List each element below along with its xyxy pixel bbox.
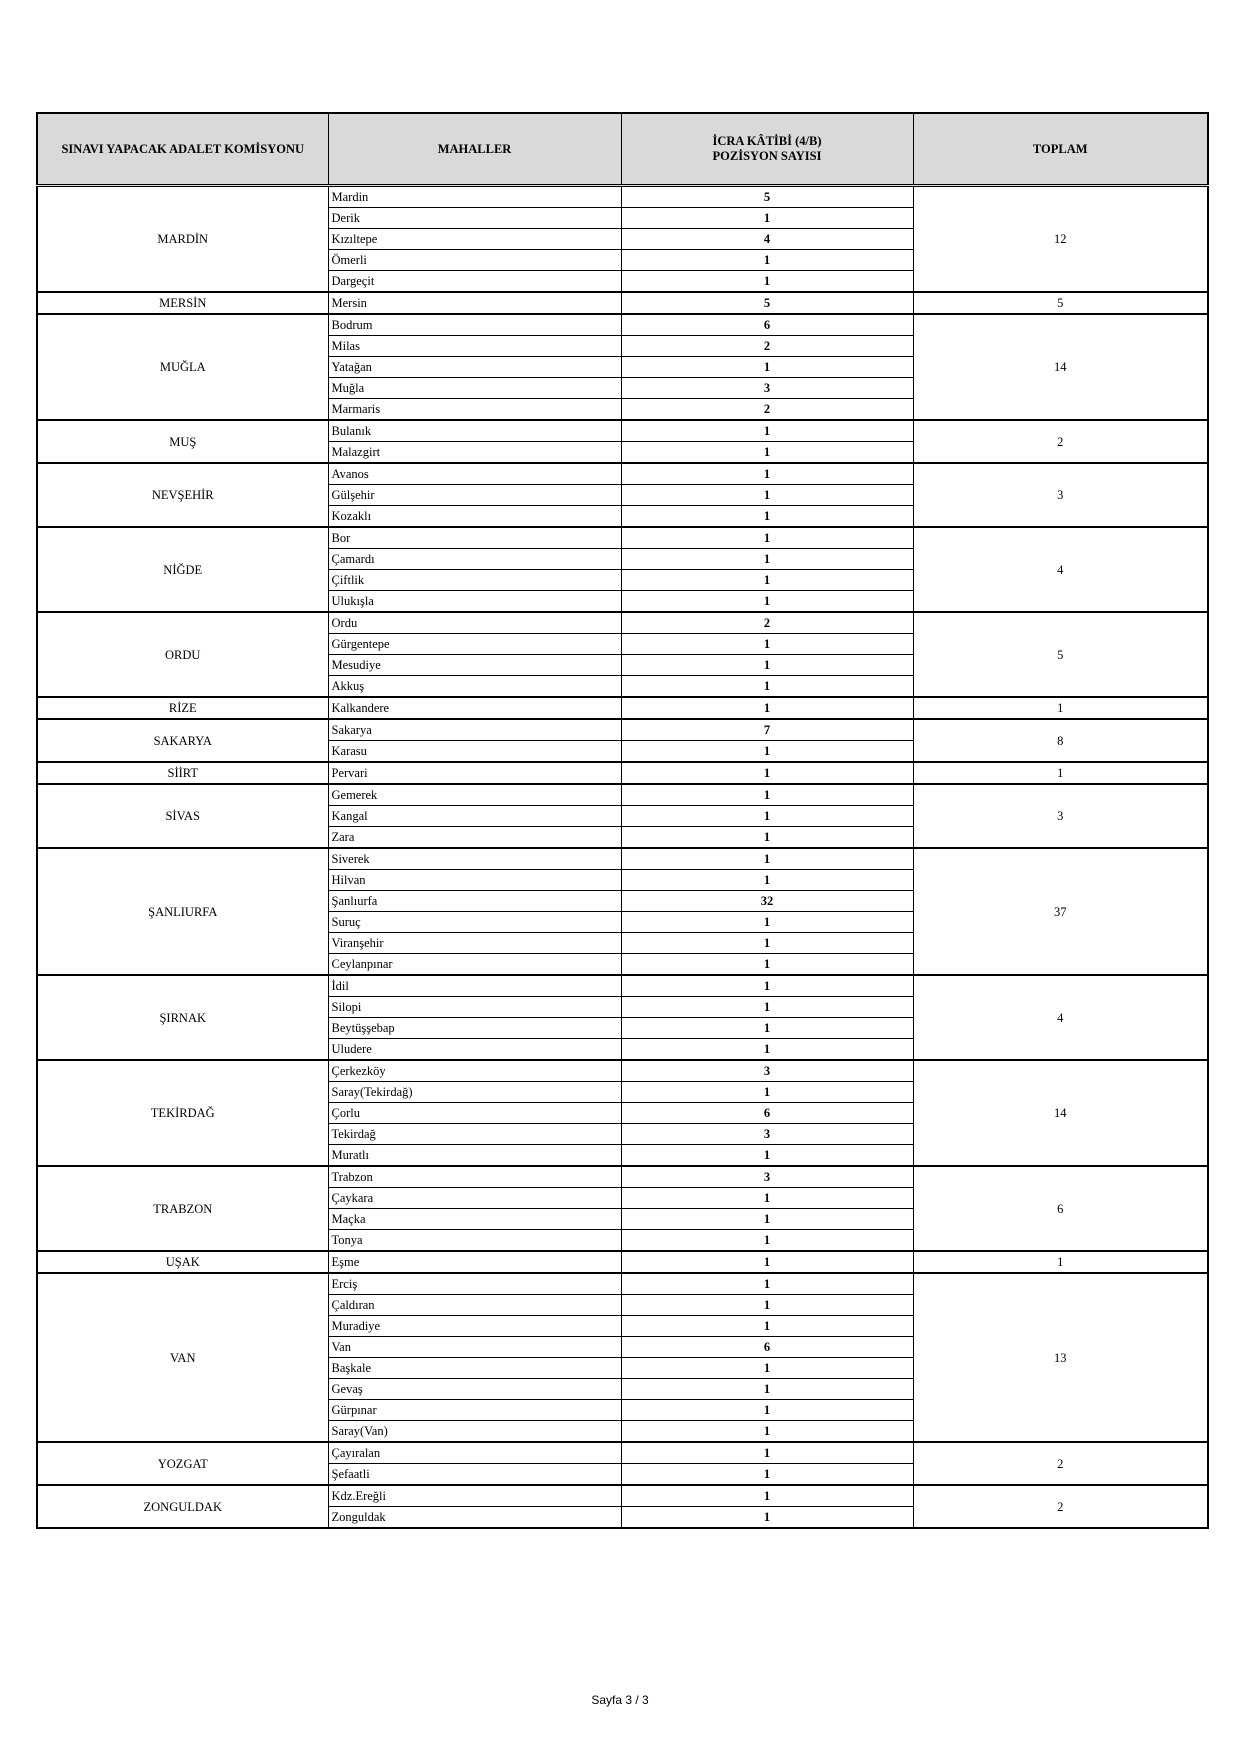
position-count-cell: 1 <box>621 1442 913 1464</box>
commission-cell: ORDU <box>37 612 328 697</box>
position-count-cell: 1 <box>621 420 913 442</box>
position-count-cell: 1 <box>621 271 913 293</box>
place-cell: Marmaris <box>328 399 621 421</box>
position-count-cell: 1 <box>621 806 913 827</box>
place-cell: Akkuş <box>328 676 621 698</box>
place-cell: Saray(Tekirdağ) <box>328 1082 621 1103</box>
commission-cell: TRABZON <box>37 1166 328 1251</box>
table-row <box>37 292 1208 314</box>
position-count-cell: 1 <box>621 676 913 698</box>
header-total: TOPLAM <box>913 113 1208 186</box>
position-count-cell: 1 <box>621 975 913 997</box>
place-cell: Bulanık <box>328 420 621 442</box>
place-cell: Başkale <box>328 1358 621 1379</box>
place-cell: Maçka <box>328 1209 621 1230</box>
place-cell: Muradiye <box>328 1316 621 1337</box>
table-row <box>37 420 1208 442</box>
commission-cell: MUŞ <box>37 420 328 463</box>
position-count-cell: 1 <box>621 870 913 891</box>
commission-cell: MERSİN <box>37 292 328 314</box>
position-count-cell: 1 <box>621 655 913 676</box>
place-cell: İdil <box>328 975 621 997</box>
place-cell: Gevaş <box>328 1379 621 1400</box>
commission-cell: TEKİRDAĞ <box>37 1060 328 1166</box>
commission-cell: YOZGAT <box>37 1442 328 1485</box>
position-count-cell: 1 <box>621 933 913 954</box>
place-cell: Sakarya <box>328 719 621 741</box>
place-cell: Çiftlik <box>328 570 621 591</box>
place-cell: Suruç <box>328 912 621 933</box>
total-cell: 2 <box>913 420 1208 463</box>
table-row <box>37 463 1208 485</box>
position-count-cell: 1 <box>621 570 913 591</box>
place-cell: Muğla <box>328 378 621 399</box>
place-cell: Ordu <box>328 612 621 634</box>
position-count-cell: 1 <box>621 1188 913 1209</box>
position-count-cell: 1 <box>621 1082 913 1103</box>
table-row <box>37 1060 1208 1082</box>
position-count-cell: 1 <box>621 1464 913 1486</box>
position-count-cell: 2 <box>621 336 913 357</box>
position-count-cell: 7 <box>621 719 913 741</box>
place-cell: Kozaklı <box>328 506 621 528</box>
commission-cell: MUĞLA <box>37 314 328 420</box>
place-cell: Şefaatli <box>328 1464 621 1486</box>
total-cell: 12 <box>913 186 1208 293</box>
position-count-cell: 1 <box>621 954 913 976</box>
position-count-cell: 1 <box>621 1273 913 1295</box>
place-cell: Van <box>328 1337 621 1358</box>
commission-cell: UŞAK <box>37 1251 328 1273</box>
position-count-cell: 1 <box>621 634 913 655</box>
table-row <box>37 975 1208 997</box>
place-cell: Pervari <box>328 762 621 784</box>
table-row <box>37 784 1208 806</box>
place-cell: Kızıltepe <box>328 229 621 250</box>
position-count-cell: 1 <box>621 741 913 763</box>
position-count-cell: 3 <box>621 1124 913 1145</box>
place-cell: Beytüşşebap <box>328 1018 621 1039</box>
position-count-cell: 4 <box>621 229 913 250</box>
table-row <box>37 697 1208 719</box>
total-cell: 37 <box>913 848 1208 975</box>
table-row <box>37 719 1208 741</box>
total-cell: 14 <box>913 314 1208 420</box>
place-cell: Mesudiye <box>328 655 621 676</box>
total-cell: 2 <box>913 1485 1208 1528</box>
total-cell: 2 <box>913 1442 1208 1485</box>
place-cell: Hilvan <box>328 870 621 891</box>
place-cell: Avanos <box>328 463 621 485</box>
commission-cell: ZONGULDAK <box>37 1485 328 1528</box>
position-count-cell: 1 <box>621 997 913 1018</box>
total-cell: 3 <box>913 463 1208 527</box>
position-count-cell: 2 <box>621 612 913 634</box>
position-count-cell: 1 <box>621 1230 913 1252</box>
place-cell: Trabzon <box>328 1166 621 1188</box>
place-cell: Uludere <box>328 1039 621 1061</box>
place-cell: Saray(Van) <box>328 1421 621 1443</box>
position-count-cell: 1 <box>621 549 913 570</box>
place-cell: Dargeçit <box>328 271 621 293</box>
position-count-cell: 1 <box>621 1209 913 1230</box>
position-count-cell: 1 <box>621 1421 913 1443</box>
table-row <box>37 1485 1208 1507</box>
place-cell: Zara <box>328 827 621 849</box>
place-cell: Mardin <box>328 186 621 208</box>
place-cell: Tekirdağ <box>328 1124 621 1145</box>
position-count-cell: 1 <box>621 208 913 229</box>
position-count-cell: 6 <box>621 1337 913 1358</box>
positions-table <box>36 112 1209 1529</box>
position-count-cell: 1 <box>621 784 913 806</box>
position-count-cell: 3 <box>621 1060 913 1082</box>
place-cell: Yatağan <box>328 357 621 378</box>
position-count-cell: 32 <box>621 891 913 912</box>
place-cell: Ulukışla <box>328 591 621 613</box>
commission-cell: NEVŞEHİR <box>37 463 328 527</box>
commission-cell: NİĞDE <box>37 527 328 612</box>
position-count-cell: 1 <box>621 697 913 719</box>
place-cell: Zonguldak <box>328 1507 621 1529</box>
header-commission: SINAVI YAPACAK ADALET KOMİSYONU <box>37 113 328 186</box>
place-cell: Çaykara <box>328 1188 621 1209</box>
place-cell: Eşme <box>328 1251 621 1273</box>
position-count-cell: 1 <box>621 357 913 378</box>
position-count-cell: 1 <box>621 1251 913 1273</box>
position-count-cell: 3 <box>621 1166 913 1188</box>
total-cell: 1 <box>913 1251 1208 1273</box>
place-cell: Bor <box>328 527 621 549</box>
table-row <box>37 1442 1208 1464</box>
position-count-cell: 1 <box>621 1039 913 1061</box>
header-positions <box>621 113 913 186</box>
total-cell: 13 <box>913 1273 1208 1442</box>
position-count-cell: 1 <box>621 506 913 528</box>
position-count-cell: 2 <box>621 399 913 421</box>
place-cell: Gemerek <box>328 784 621 806</box>
position-count-cell: 1 <box>621 1295 913 1316</box>
commission-cell: ŞIRNAK <box>37 975 328 1060</box>
position-count-cell: 3 <box>621 378 913 399</box>
table-row <box>37 527 1208 549</box>
place-cell: Muratlı <box>328 1145 621 1167</box>
table-row <box>37 1166 1208 1188</box>
table-row <box>37 186 1208 208</box>
position-count-cell: 1 <box>621 1507 913 1529</box>
table-row <box>37 762 1208 784</box>
position-count-cell: 1 <box>621 848 913 870</box>
place-cell: Ömerli <box>328 250 621 271</box>
place-cell: Viranşehir <box>328 933 621 954</box>
table-row <box>37 1273 1208 1295</box>
position-count-cell: 1 <box>621 827 913 849</box>
position-count-cell: 1 <box>621 912 913 933</box>
total-cell: 8 <box>913 719 1208 762</box>
place-cell: Gürpınar <box>328 1400 621 1421</box>
total-cell: 5 <box>913 292 1208 314</box>
commission-cell: ŞANLIURFA <box>37 848 328 975</box>
total-cell: 1 <box>913 762 1208 784</box>
position-count-cell: 1 <box>621 1485 913 1507</box>
place-cell: Gürgentepe <box>328 634 621 655</box>
position-count-cell: 1 <box>621 463 913 485</box>
commission-cell: VAN <box>37 1273 328 1442</box>
place-cell: Silopi <box>328 997 621 1018</box>
place-cell: Kdz.Ereğli <box>328 1485 621 1507</box>
place-cell: Karasu <box>328 741 621 763</box>
total-cell: 3 <box>913 784 1208 848</box>
total-cell: 4 <box>913 975 1208 1060</box>
commission-cell: RİZE <box>37 697 328 719</box>
header-positions-line1: İCRA KÂTİBİ (4/B) <box>712 134 822 148</box>
position-count-cell: 6 <box>621 314 913 336</box>
place-cell: Çaldıran <box>328 1295 621 1316</box>
table-row <box>37 848 1208 870</box>
position-count-cell: 1 <box>621 485 913 506</box>
total-cell: 5 <box>913 612 1208 697</box>
place-cell: Kangal <box>328 806 621 827</box>
page-number: Sayfa 3 / 3 <box>591 1693 649 1707</box>
place-cell: Çerkezköy <box>328 1060 621 1082</box>
position-count-cell: 1 <box>621 527 913 549</box>
place-cell: Şanlıurfa <box>328 891 621 912</box>
place-cell: Malazgirt <box>328 442 621 464</box>
place-cell: Çayıralan <box>328 1442 621 1464</box>
commission-cell: SİVAS <box>37 784 328 848</box>
place-cell: Erciş <box>328 1273 621 1295</box>
place-cell: Kalkandere <box>328 697 621 719</box>
position-count-cell: 1 <box>621 1145 913 1167</box>
place-cell: Gülşehir <box>328 485 621 506</box>
commission-cell: MARDİN <box>37 186 328 293</box>
position-count-cell: 1 <box>621 1018 913 1039</box>
commission-cell: SAKARYA <box>37 719 328 762</box>
position-count-cell: 1 <box>621 1358 913 1379</box>
table-row <box>37 1251 1208 1273</box>
place-cell: Derik <box>328 208 621 229</box>
total-cell: 14 <box>913 1060 1208 1166</box>
place-cell: Ceylanpınar <box>328 954 621 976</box>
total-cell: 4 <box>913 527 1208 612</box>
total-cell: 1 <box>913 697 1208 719</box>
place-cell: Mersin <box>328 292 621 314</box>
table-row <box>37 612 1208 634</box>
position-count-cell: 1 <box>621 1316 913 1337</box>
header-row <box>37 113 1208 186</box>
header-places: MAHALLER <box>328 113 621 186</box>
position-count-cell: 5 <box>621 292 913 314</box>
table-row <box>37 314 1208 336</box>
place-cell: Siverek <box>328 848 621 870</box>
place-cell: Çamardı <box>328 549 621 570</box>
position-count-cell: 6 <box>621 1103 913 1124</box>
position-count-cell: 1 <box>621 442 913 464</box>
position-count-cell: 1 <box>621 591 913 613</box>
place-cell: Milas <box>328 336 621 357</box>
position-count-cell: 5 <box>621 186 913 208</box>
commission-cell: SİİRT <box>37 762 328 784</box>
position-count-cell: 1 <box>621 1400 913 1421</box>
table-header <box>37 113 1208 186</box>
position-count-cell: 1 <box>621 250 913 271</box>
position-count-cell: 1 <box>621 762 913 784</box>
table-body <box>37 186 1208 1529</box>
position-count-cell: 1 <box>621 1379 913 1400</box>
place-cell: Bodrum <box>328 314 621 336</box>
header-positions-line2: POZİSYON SAYISI <box>712 149 822 163</box>
total-cell: 6 <box>913 1166 1208 1251</box>
place-cell: Çorlu <box>328 1103 621 1124</box>
place-cell: Tonya <box>328 1230 621 1252</box>
